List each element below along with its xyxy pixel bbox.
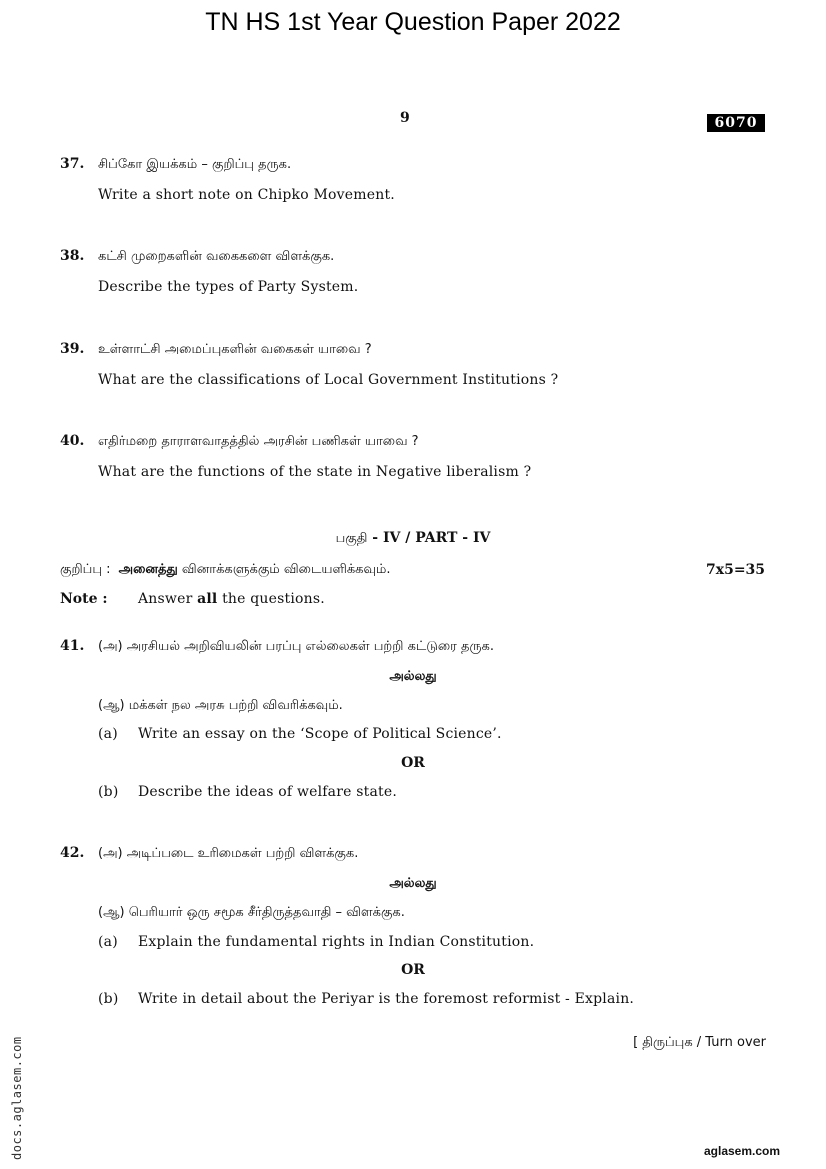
question-english: What are the functions of the state in Negative liberalism ? — [98, 464, 532, 480]
part-heading-english: - IV / PART - IV — [367, 530, 491, 546]
note-tamil-emphasis: அனைத்து — [118, 562, 178, 577]
note-english-emphasis: all — [197, 591, 218, 607]
question-number: 41. — [60, 638, 85, 654]
option-label-a: (a) — [98, 726, 118, 742]
page-number: 9 — [400, 110, 410, 126]
question-number: 37. — [60, 156, 85, 172]
option-label-b: (b) — [98, 784, 119, 800]
or-tamil: அல்லது — [389, 669, 437, 684]
question-number: 39. — [60, 341, 85, 357]
note-english-label: Note : — [60, 591, 108, 607]
marks-allocation: 7x5=35 — [706, 562, 766, 578]
question-b-tamil: (ஆ) பெரியார் ஒரு சமூக சீர்திருத்தவாதி – விளக்குக. — [98, 905, 405, 920]
question-number: 40. — [60, 433, 85, 449]
page-title: TN HS 1st Year Question Paper 2022 — [205, 8, 621, 36]
note-tamil — [60, 562, 391, 578]
question-english: Write a short note on Chipko Movement. — [98, 187, 395, 203]
question-a-tamil: (அ) அரசியல் அறிவியலின் பரப்பு எல்லைகள் பற்றி கட்டுரை தருக. — [98, 639, 494, 654]
note-tamil-text: வினாக்களுக்கும் விடையளிக்கவும். — [177, 562, 391, 577]
question-b-english: Write in detail about the Periyar is the foremost reformist - Explain. — [138, 991, 635, 1007]
note-english — [138, 591, 325, 607]
question-number: 38. — [60, 248, 85, 264]
question-english: What are the classifications of Local Government Institutions ? — [98, 372, 559, 388]
turn-over-text: [ திருப்புக / Turn over — [633, 1035, 766, 1050]
question-tamil: சிப்கோ இயக்கம் – குறிப்பு தருக. — [98, 157, 292, 172]
question-english: Describe the types of Party System. — [98, 279, 359, 295]
question-a-tamil: (அ) அடிப்படை உரிமைகள் பற்றி விளக்குக. — [98, 846, 359, 861]
turn-over-note — [566, 1034, 766, 1051]
question-tamil: உள்ளாட்சி அமைப்புகளின் வகைகள் யாவை ? — [98, 342, 372, 357]
note-tamil-label: குறிப்பு : — [60, 562, 111, 577]
part-heading — [0, 530, 826, 547]
question-b-english: Describe the ideas of welfare state. — [138, 784, 397, 800]
or-tamil: அல்லது — [389, 876, 437, 891]
option-label-a: (a) — [98, 934, 118, 950]
or-english: OR — [401, 755, 425, 771]
note-english-pre: Answer — [138, 591, 198, 607]
question-b-tamil: (ஆ) மக்கள் நல அரசு பற்றி விவரிக்கவும். — [98, 698, 343, 713]
part-heading-tamil: பகுதி — [335, 531, 368, 546]
question-number: 42. — [60, 845, 85, 861]
option-label-b: (b) — [98, 991, 119, 1007]
question-tamil: எதிர்மறை தாராளவாதத்தில் அரசின் பணிகள் யாவை ? — [98, 434, 419, 449]
or-english: OR — [401, 962, 425, 978]
question-a-english: Explain the fundamental rights in Indian Constitution. — [138, 934, 535, 950]
question-tamil: கட்சி முறைகளின் வகைகளை விளக்குக. — [98, 249, 335, 264]
question-a-english: Write an essay on the ‘Scope of Political Science’. — [138, 726, 502, 742]
note-english-post: the questions. — [217, 591, 325, 607]
paper-code-badge: 6070 — [707, 114, 765, 132]
footer-site-label: aglasem.com — [704, 1144, 781, 1158]
watermark: docs.aglasem.com — [10, 1036, 24, 1160]
